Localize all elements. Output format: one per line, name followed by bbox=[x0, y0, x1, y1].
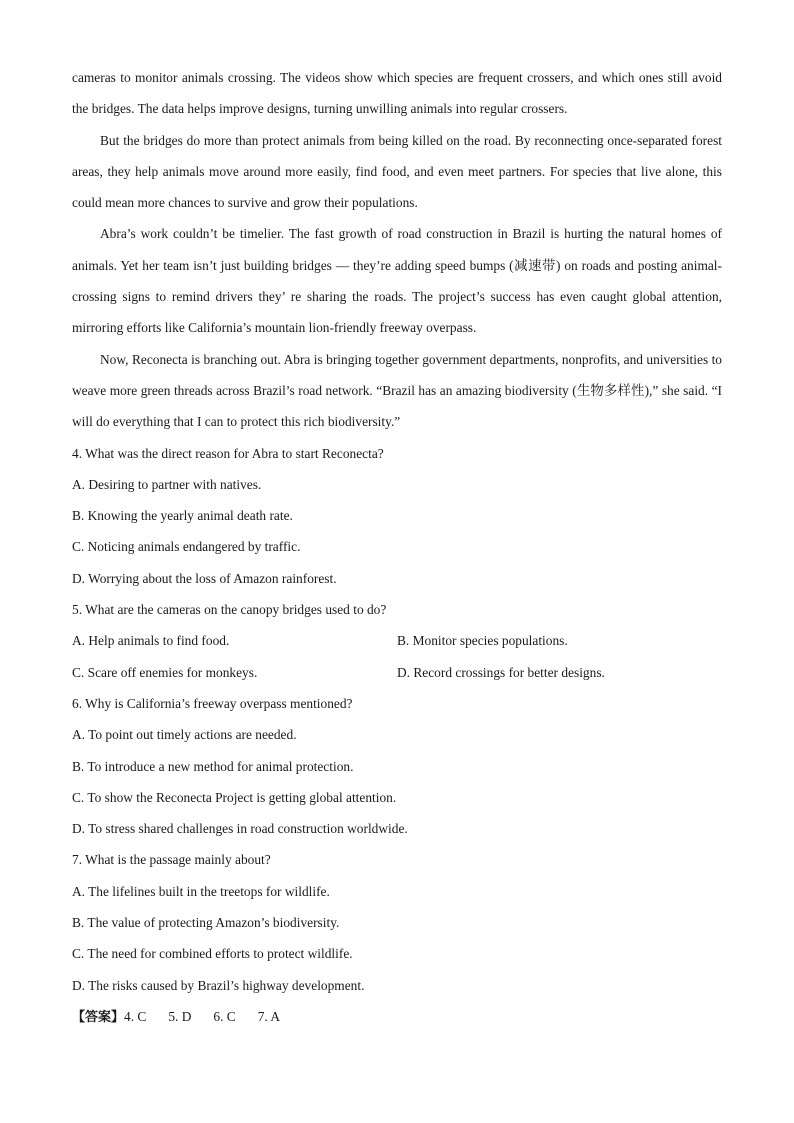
answer-item: 4. C bbox=[124, 1008, 147, 1024]
option-row bbox=[72, 657, 722, 688]
question-stem: 5. What are the cameras on the canopy bridges used to do? bbox=[72, 602, 387, 618]
passage-paragraph-1: cameras to monitor animals crossing. The videos show which species are frequent crossers, and which ones still avoid the bridges. The data helps improve designs, turning unwilling animals into regular crossers. bbox=[72, 70, 722, 117]
answer-item: 7. A bbox=[257, 1008, 281, 1024]
option-row bbox=[72, 625, 722, 656]
question-stem: 4. What was the direct reason for Abra to start Reconecta? bbox=[72, 445, 384, 461]
option-d: D. Record crossings for better designs. bbox=[397, 664, 605, 680]
option-a: A. Desiring to partner with natives. bbox=[72, 476, 262, 492]
option-b: B. Monitor species populations. bbox=[397, 633, 568, 649]
question-6 bbox=[72, 688, 722, 844]
question-4 bbox=[72, 438, 722, 594]
question-stem: 7. What is the passage mainly about? bbox=[72, 852, 271, 868]
option-c: C. Noticing animals endangered by traffic. bbox=[72, 539, 301, 555]
option-d: D. The risks caused by Brazil’s highway development. bbox=[72, 977, 365, 993]
answer-label: 【答案】 bbox=[72, 1009, 125, 1025]
answer-item: 6. C bbox=[213, 1008, 236, 1024]
document-page bbox=[72, 62, 722, 1032]
answer-key bbox=[72, 1001, 722, 1032]
option-a: A. The lifelines built in the treetops for wildlife. bbox=[72, 883, 330, 899]
option-d: D. Worrying about the loss of Amazon rainforest. bbox=[72, 570, 337, 586]
question-5 bbox=[72, 594, 722, 688]
option-c: C. Scare off enemies for monkeys. bbox=[72, 664, 258, 680]
passage-paragraph-3: Abra’s work couldn’t be timelier. The fast growth of road construction in Brazil is hurting the natural homes of animals. Yet her team isn’t just building bridges — they’re adding speed bumps (减速带) on roads and posting animal-crossing signs to remind drivers they’ re sharing the roads. The project’s success has even caught global attention, mirroring efforts like California’s mountain lion-friendly freeway overpass. bbox=[72, 226, 722, 336]
option-d: D. To stress shared challenges in road construction worldwide. bbox=[72, 821, 408, 837]
answer-item: 5. D bbox=[168, 1008, 192, 1024]
option-b: B. The value of protecting Amazon’s biodiversity. bbox=[72, 915, 340, 931]
option-c: C. To show the Reconecta Project is getting global attention. bbox=[72, 789, 397, 805]
option-b: B. Knowing the yearly animal death rate. bbox=[72, 508, 293, 524]
option-b: B. To introduce a new method for animal protection. bbox=[72, 758, 354, 774]
question-stem: 6. Why is California’s freeway overpass mentioned? bbox=[72, 695, 353, 711]
question-7 bbox=[72, 844, 722, 1000]
passage-paragraph-4: Now, Reconecta is branching out. Abra is bringing together government departments, nonprofits, and universities to weave more green threads across Brazil’s road network. “Brazil has an amazing biodiversity (生物多样性),” she said. “I will do everything that I can to protect this rich biodiversity.” bbox=[72, 351, 722, 430]
passage-paragraph-2: But the bridges do more than protect animals from being killed on the road. By reconnecting once-separated forest areas, they help animals move around more easily, find food, and even meet partners. For species that live alone, this could mean more chances to survive and grow their populations. bbox=[72, 132, 722, 211]
option-a: A. Help animals to find food. bbox=[72, 633, 230, 649]
option-a: A. To point out timely actions are needed. bbox=[72, 727, 297, 743]
option-c: C. The need for combined efforts to protect wildlife. bbox=[72, 946, 353, 962]
